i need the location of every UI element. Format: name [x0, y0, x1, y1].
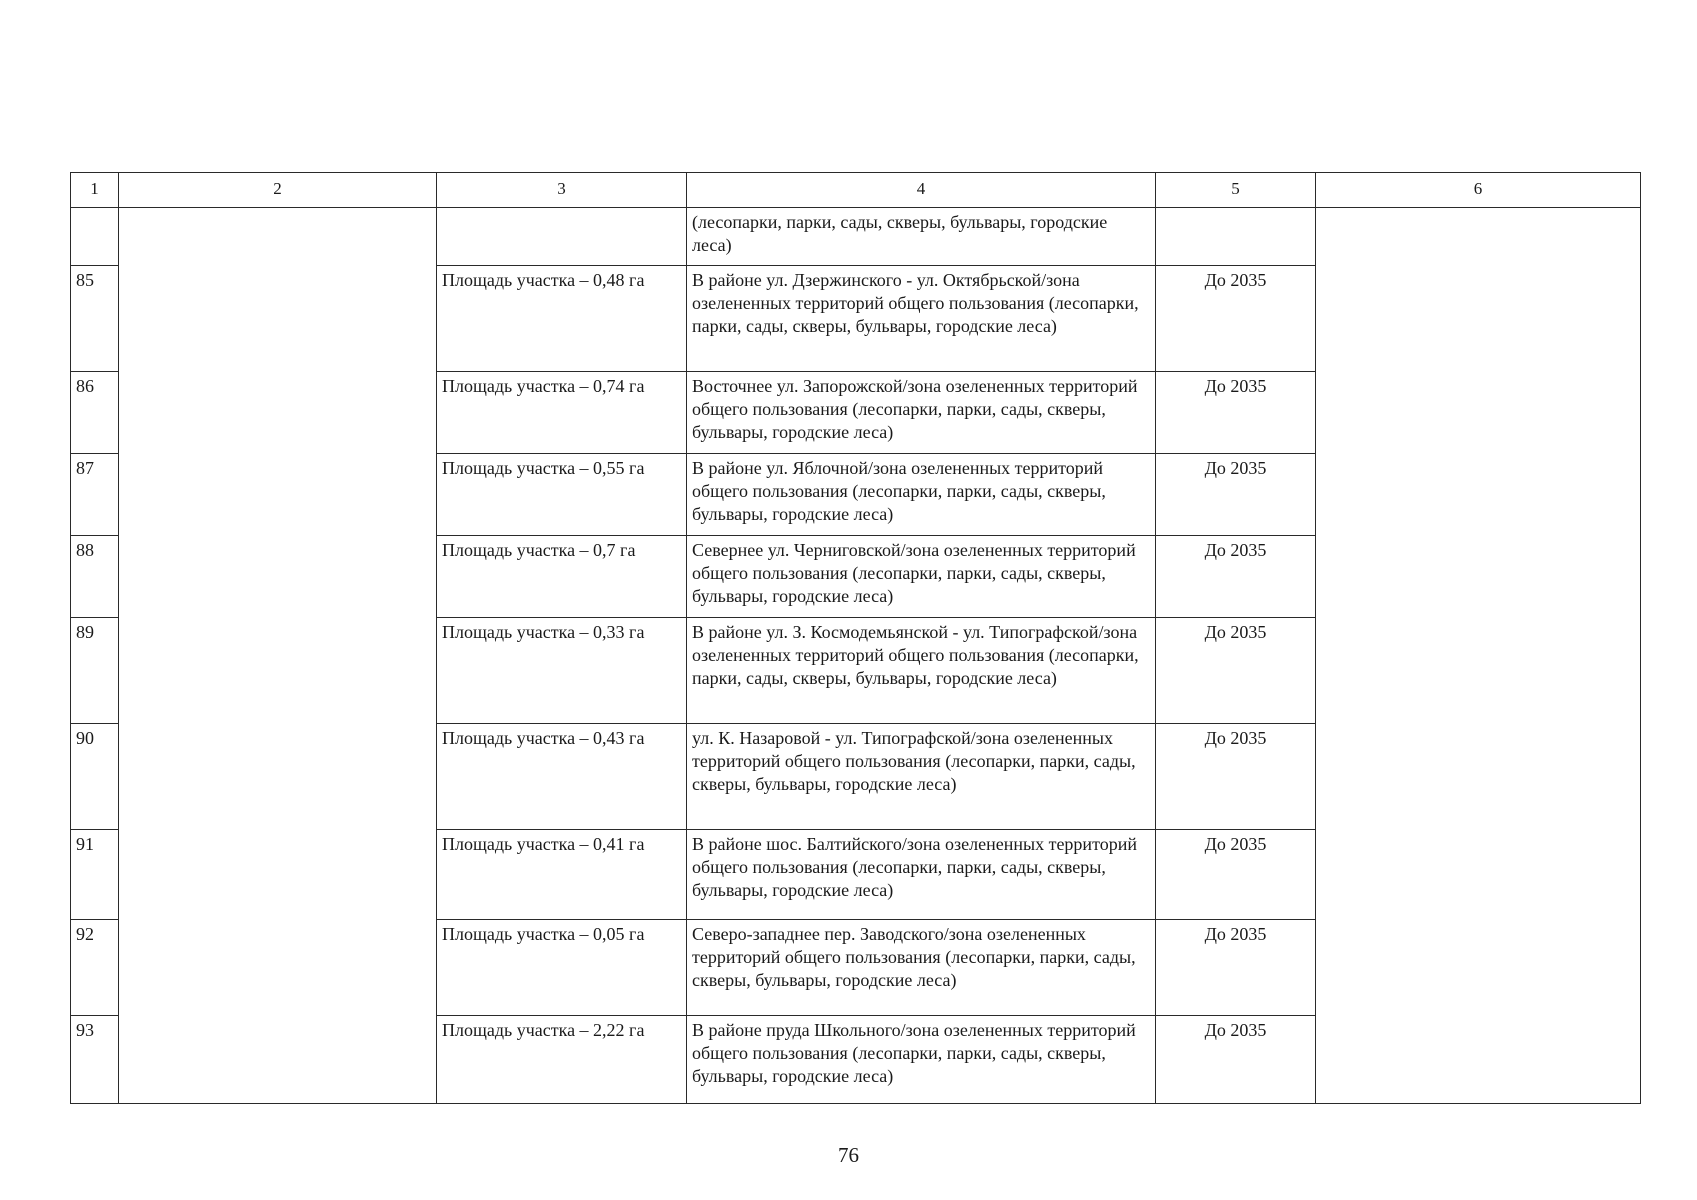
header-col-4: 4: [687, 173, 1156, 208]
header-col-3: 3: [437, 173, 687, 208]
area-cell: Площадь участка – 0,55 га: [437, 454, 687, 536]
row-number: 88: [71, 536, 119, 618]
deadline-cell: До 2035: [1156, 724, 1316, 830]
description-cell: В районе пруда Школьного/зона озелененных территорий общего пользования (лесопарки, парки, сады, скверы, бульвары, городские леса): [687, 1016, 1156, 1104]
description-cell: В районе ул. Дзержинского - ул. Октябрьской/зона озелененных территорий общего пользования (лесопарки, парки, сады, скверы, бульвары, городские леса): [687, 266, 1156, 372]
deadline-cell: До 2035: [1156, 454, 1316, 536]
description-cell: ул. К. Назаровой - ул. Типографской/зона озелененных территорий общего пользования (лесопарки, парки, сады, скверы, бульвары, городские леса): [687, 724, 1156, 830]
deadline-cell: До 2035: [1156, 618, 1316, 724]
row-number: 87: [71, 454, 119, 536]
area-cell: Площадь участка – 0,05 га: [437, 920, 687, 1016]
area-cell: Площадь участка – 0,48 га: [437, 266, 687, 372]
area-cell: [437, 208, 687, 266]
description-cell: (лесопарки, парки, сады, скверы, бульвары, городские леса): [687, 208, 1156, 266]
merged-cell-col-2: [119, 208, 437, 1104]
description-cell: В районе шос. Балтийского/зона озелененных территорий общего пользования (лесопарки, парки, сады, скверы, бульвары, городские леса): [687, 830, 1156, 920]
deadline-cell: До 2035: [1156, 1016, 1316, 1104]
area-cell: Площадь участка – 0,74 га: [437, 372, 687, 454]
header-col-6: 6: [1316, 173, 1641, 208]
row-number: 89: [71, 618, 119, 724]
deadline-cell: До 2035: [1156, 372, 1316, 454]
row-number: 91: [71, 830, 119, 920]
document-table: [70, 172, 1641, 1104]
description-cell: Северо-западнее пер. Заводского/зона озелененных территорий общего пользования (лесопарки, парки, сады, скверы, бульвары, городские леса): [687, 920, 1156, 1016]
table-row-continuation: [71, 208, 1641, 266]
deadline-cell: До 2035: [1156, 536, 1316, 618]
row-number: 85: [71, 266, 119, 372]
description-cell: В районе ул. Яблочной/зона озелененных территорий общего пользования (лесопарки, парки, сады, скверы, бульвары, городские леса): [687, 454, 1156, 536]
deadline-cell: До 2035: [1156, 830, 1316, 920]
header-col-1: 1: [71, 173, 119, 208]
deadline-cell: [1156, 208, 1316, 266]
table-header: [71, 173, 1641, 208]
header-col-2: 2: [119, 173, 437, 208]
deadline-cell: До 2035: [1156, 920, 1316, 1016]
merged-cell-col-6: [1316, 208, 1641, 1104]
area-cell: Площадь участка – 0,41 га: [437, 830, 687, 920]
row-number: 93: [71, 1016, 119, 1104]
area-cell: Площадь участка – 0,7 га: [437, 536, 687, 618]
row-number: 90: [71, 724, 119, 830]
header-row: [71, 173, 1641, 208]
description-cell: Севернее ул. Черниговской/зона озелененных территорий общего пользования (лесопарки, парки, сады, скверы, бульвары, городские леса): [687, 536, 1156, 618]
description-cell: В районе ул. З. Космодемьянской - ул. Типографской/зона озелененных территорий общего пользования (лесопарки, парки, сады, скверы, бульвары, городские леса): [687, 618, 1156, 724]
table-body: [71, 208, 1641, 1104]
description-cell: Восточнее ул. Запорожской/зона озелененных территорий общего пользования (лесопарки, парки, сады, скверы, бульвары, городские леса): [687, 372, 1156, 454]
row-number: 92: [71, 920, 119, 1016]
page-number: 76: [838, 1143, 859, 1167]
deadline-cell: До 2035: [1156, 266, 1316, 372]
header-col-5: 5: [1156, 173, 1316, 208]
area-cell: Площадь участка – 2,22 га: [437, 1016, 687, 1104]
row-number: 86: [71, 372, 119, 454]
area-cell: Площадь участка – 0,33 га: [437, 618, 687, 724]
area-cell: Площадь участка – 0,43 га: [437, 724, 687, 830]
row-number: [71, 208, 119, 266]
